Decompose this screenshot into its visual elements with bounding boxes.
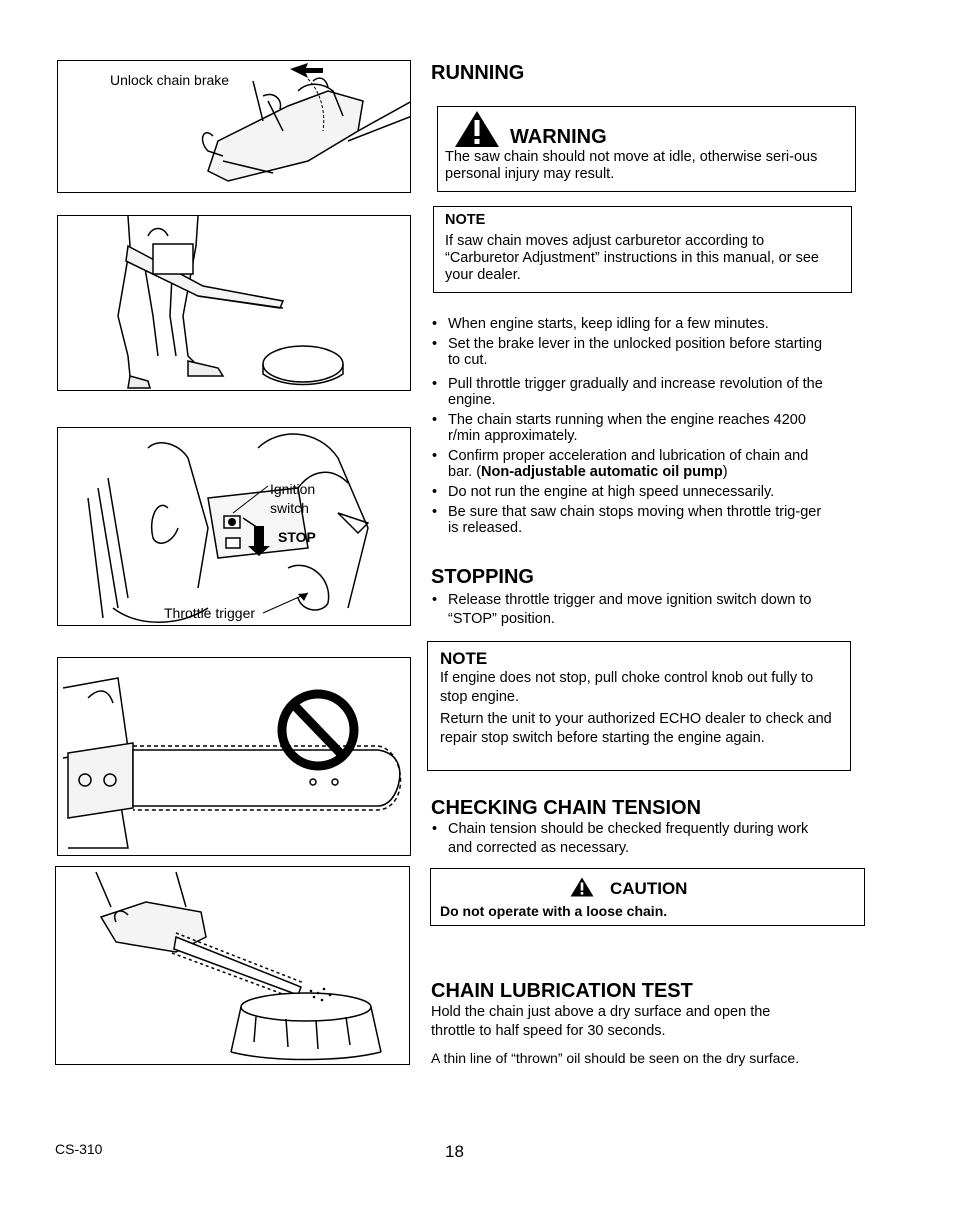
chain-tension-heading: CHECKING CHAIN TENSION <box>431 797 702 819</box>
figure-ignition-switch <box>57 427 411 626</box>
list-item: • Confirm proper acceleration and lubrication of chain and bar. (Non-adjustable automatic oil pump) <box>431 448 831 480</box>
lubrication-para1: Hold the chain just above a dry surface and open the throttle to half speed for 30 seconds. <box>431 1004 771 1039</box>
stopping-note-title: NOTE <box>440 649 488 668</box>
ignition-switch-label-line1: Ignition <box>270 481 316 497</box>
stopping-note-para2: Return the unit to your authorized ECHO dealer to check and repair stop switch before starting the engine again. <box>440 711 832 746</box>
running-bullet-list <box>431 316 831 536</box>
caution-icon <box>570 877 594 897</box>
running-note-box <box>433 206 852 293</box>
warning-text: The saw chain should not move at idle, otherwise seri-ous personal injury may result. <box>445 149 818 182</box>
caution-text: Do not operate with a loose chain. <box>440 903 668 919</box>
chainsaw-bar-prohibited-illustration <box>58 658 411 856</box>
chainsaw-brake-illustration <box>58 61 411 193</box>
figure-lubrication-test <box>55 866 410 1065</box>
list-item: • Be sure that saw chain stops moving when throttle trig-ger is released. <box>431 504 831 536</box>
figure-unlock-chain-brake <box>57 60 411 193</box>
list-item: • Do not run the engine at high speed unnecessarily. <box>431 484 831 500</box>
list-item: • The chain starts running when the engine reaches 4200 r/min approximately. <box>431 412 831 444</box>
warning-icon <box>454 110 500 148</box>
oil-pump-emphasis: Non-adjustable automatic oil pump <box>481 464 723 480</box>
stopping-note-para1: If engine does not stop, pull choke control knob out fully to stop engine. <box>440 670 814 705</box>
warning-box <box>437 106 856 192</box>
list-item: • Set the brake lever in the unlocked position before starting to cut. <box>431 336 831 368</box>
page-number: 18 <box>445 1142 464 1161</box>
operator-with-chainsaw-illustration <box>58 216 411 391</box>
ignition-switch-illustration <box>58 428 411 626</box>
running-note-title: NOTE <box>445 212 486 228</box>
list-item: • Chain tension should be checked frequently during work and corrected as necessary. <box>431 820 831 858</box>
figure-operator-stance <box>57 215 411 391</box>
caution-box <box>430 868 865 926</box>
stopping-bullet-list <box>431 591 831 629</box>
stopping-heading: STOPPING <box>431 566 534 588</box>
stopping-note-box <box>427 641 851 771</box>
warning-title: WARNING <box>510 126 607 148</box>
footer-model: CS-310 <box>55 1141 103 1157</box>
lubrication-heading: CHAIN LUBRICATION TEST <box>431 980 693 1002</box>
stop-label: STOP <box>278 529 316 545</box>
lubrication-para2: A thin line of “thrown” oil should be seen on the dry surface. <box>431 1050 800 1066</box>
list-item: • When engine starts, keep idling for a few minutes. <box>431 316 831 332</box>
running-note-text: If saw chain moves adjust carburetor according to “Carburetor Adjustment” instructions in this manual, or see your dealer. <box>445 233 819 283</box>
ignition-switch-label-line2: switch <box>270 500 309 516</box>
unlock-chain-brake-label: Unlock chain brake <box>110 72 230 88</box>
caution-title: CAUTION <box>610 879 688 898</box>
chainsaw-over-stump-illustration <box>56 867 410 1065</box>
list-item: • Pull throttle trigger gradually and increase revolution of the engine. <box>431 376 831 408</box>
list-item: • Release throttle trigger and move ignition switch down to “STOP” position. <box>431 591 831 629</box>
tension-bullet-list <box>431 820 831 858</box>
figure-chain-should-not-move <box>57 657 411 856</box>
running-heading: RUNNING <box>431 62 525 84</box>
throttle-trigger-label: Throttle trigger <box>164 605 256 621</box>
